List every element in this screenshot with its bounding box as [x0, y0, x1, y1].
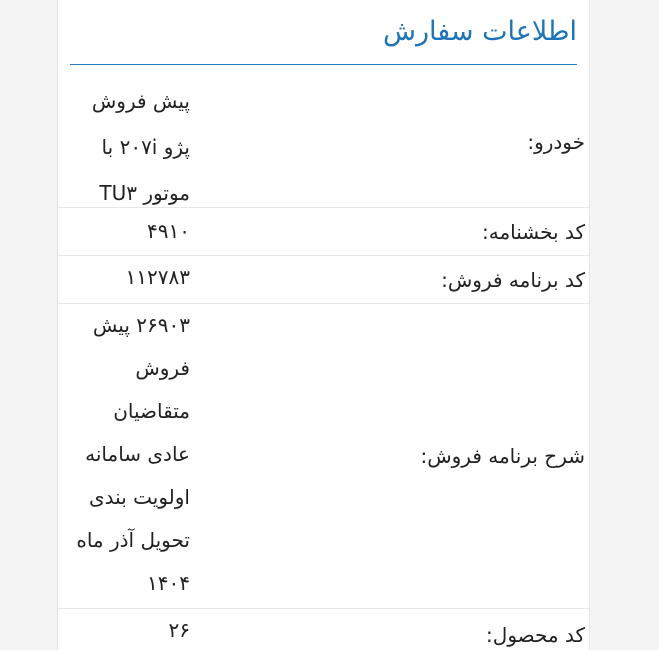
info-row-sales-plan-code: [58, 256, 589, 304]
product-code-label: کد محصول:: [486, 623, 585, 647]
info-row-product-code: [58, 609, 589, 650]
circular-code-value: ۴۹۱۰: [147, 219, 190, 243]
order-info-list: [58, 76, 589, 650]
product-code-value: ۲۶: [168, 618, 190, 642]
section-title: اطلاعات سفارش: [383, 16, 577, 47]
info-row-car: [58, 76, 589, 208]
sales-plan-code-label: کد برنامه فروش:: [441, 267, 585, 292]
info-row-sales-plan-description: [58, 304, 589, 609]
car-value: پیش فروش پژو ۲۰۷i با موتور TU۳: [91, 89, 190, 205]
order-info-card: [57, 0, 590, 650]
sales-plan-code-value: ۱۱۲۷۸۳: [125, 265, 190, 289]
circular-code-label: کد بخشنامه:: [482, 219, 585, 244]
car-label: خودرو:: [527, 129, 585, 154]
title-divider: [70, 64, 577, 65]
sales-plan-description-label: شرح برنامه فروش:: [420, 444, 585, 468]
sales-plan-description-value: ۲۶۹۰۳ پیش فروش متقاضیان عادی سامانه اولویت بندی تحویل آذر ماه ۱۴۰۴: [76, 313, 190, 595]
info-row-circular-code: [58, 208, 589, 256]
